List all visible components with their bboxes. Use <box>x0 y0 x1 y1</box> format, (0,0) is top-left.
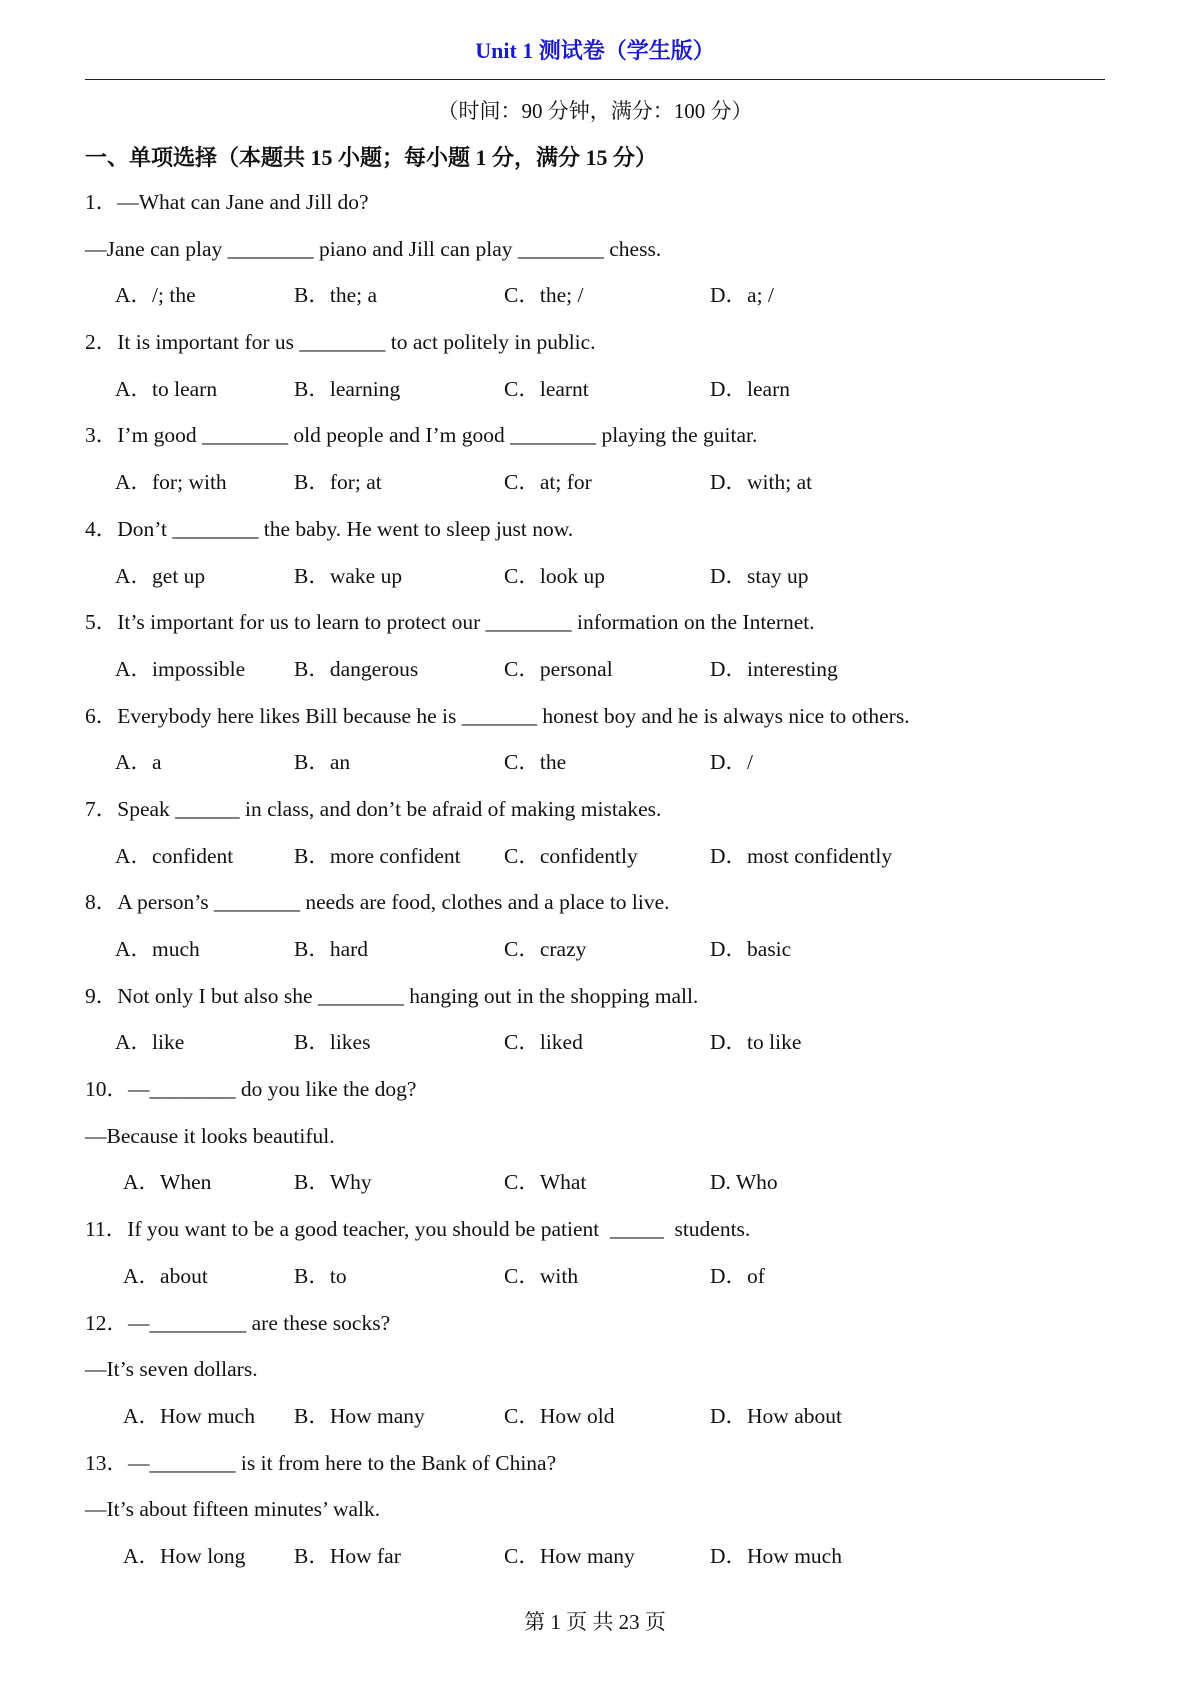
answer-option: D．interesting <box>710 656 838 681</box>
answer-options <box>85 1166 1105 1213</box>
answer-option: A．When <box>123 1170 212 1195</box>
answer-option: B．How many <box>294 1403 425 1428</box>
answer-options <box>85 1026 1105 1073</box>
answer-option: D．to like <box>710 1030 802 1055</box>
answer-option: A．about <box>123 1263 208 1288</box>
answer-options <box>85 746 1105 793</box>
header-divider <box>85 79 1105 80</box>
answer-option: A．/; the <box>115 283 196 308</box>
question-line: —Because it looks beautiful. <box>85 1123 335 1148</box>
answer-option: D．How much <box>710 1543 842 1568</box>
question-item <box>85 700 1105 793</box>
question-item <box>85 326 1105 419</box>
question-stem: 1．—What can Jane and Jill do? <box>85 190 369 214</box>
answer-option: C．personal <box>504 656 613 681</box>
answer-option: C．the <box>504 750 567 775</box>
question-list <box>85 186 1105 1587</box>
answer-option: B．How far <box>294 1543 401 1568</box>
answer-option: B．dangerous <box>294 656 419 681</box>
answer-option: B．wake up <box>294 563 403 588</box>
question-item <box>85 513 1105 606</box>
question-stem: 8．A person’s ________ needs are food, clothes and a place to live. <box>85 890 670 915</box>
question-item <box>85 1213 1105 1306</box>
answer-option: C．with <box>504 1263 579 1288</box>
question-item <box>85 1073 1105 1213</box>
exam-info: （时间：90 分钟，满分：100 分） <box>437 99 753 123</box>
answer-option: B．Why <box>294 1170 372 1195</box>
answer-option: C．learnt <box>504 376 589 401</box>
question-item <box>85 186 1105 326</box>
answer-option: B．to <box>294 1263 347 1288</box>
answer-option: D．with; at <box>710 470 813 495</box>
answer-option: D．/ <box>710 750 754 775</box>
answer-option: C．What <box>504 1170 587 1195</box>
question-stem: 6．Everybody here likes Bill because he is _______ honest boy and he is always nice to others. <box>85 703 910 728</box>
answer-options <box>85 933 1105 980</box>
answer-option: B．likes <box>294 1030 371 1055</box>
question-stem: 13．—________ is it from here to the Bank of China? <box>85 1450 557 1475</box>
answer-options <box>85 466 1105 513</box>
answer-options <box>85 279 1105 326</box>
answer-option: D．stay up <box>710 563 809 588</box>
answer-option: A．How much <box>123 1403 255 1428</box>
question-stem: 7．Speak ______ in class, and don’t be afraid of making mistakes. <box>85 796 662 821</box>
answer-option: A．get up <box>115 563 206 588</box>
question-line: —Jane can play ________ piano and Jill can play ________ chess. <box>85 236 662 261</box>
question-item <box>85 886 1105 979</box>
question-item <box>85 1447 1105 1587</box>
question-line: —It’s about fifteen minutes’ walk. <box>85 1497 381 1522</box>
answer-option: C．confidently <box>504 843 638 868</box>
answer-options <box>85 373 1105 420</box>
section-heading: 一、单项选择（本题共 15 小题；每小题 1 分，满分 15 分） <box>85 145 658 170</box>
answer-options <box>85 1540 1105 1587</box>
question-stem: 11．If you want to be a good teacher, you should be patient _____ students. <box>85 1217 751 1242</box>
answer-option: D．learn <box>710 376 790 401</box>
question-stem: 12．—_________ are these socks? <box>85 1310 391 1335</box>
answer-options <box>85 560 1105 607</box>
question-stem: 9．Not only I but also she ________ hanging out in the shopping mall. <box>85 983 699 1008</box>
answer-option: A．a <box>115 750 162 775</box>
answer-option: D．How about <box>710 1403 842 1428</box>
question-item <box>85 1307 1105 1447</box>
answer-option: C．at; for <box>504 470 592 495</box>
answer-option: C．crazy <box>504 937 587 961</box>
answer-option: D．basic <box>710 937 792 961</box>
question-item <box>85 793 1105 886</box>
answer-options <box>85 1260 1105 1307</box>
question-line: —It’s seven dollars. <box>85 1357 258 1382</box>
answer-option: A．for; with <box>115 470 227 495</box>
answer-options <box>85 840 1105 887</box>
answer-option: C．the; / <box>504 283 584 308</box>
answer-option: C．liked <box>504 1030 583 1055</box>
document-title: Unit 1 测试卷（学生版） <box>475 38 715 63</box>
answer-option: B．an <box>294 750 351 775</box>
answer-option: A．impossible <box>115 656 246 681</box>
answer-option: A．to learn <box>115 376 218 401</box>
answer-option: A．like <box>115 1030 185 1055</box>
answer-option: A．much <box>115 937 200 961</box>
question-stem: 4．Don’t ________ the baby. He went to sleep just now. <box>85 516 574 541</box>
question-stem: 2．It is important for us ________ to act politely in public. <box>85 330 596 355</box>
question-stem: 5．It’s important for us to learn to protect our ________ information on the Internet. <box>85 610 815 635</box>
answer-option: D. Who <box>710 1170 778 1195</box>
answer-options <box>85 1400 1105 1447</box>
question-stem: 10．—________ do you like the dog? <box>85 1077 417 1102</box>
answer-option: D．a; / <box>710 283 774 308</box>
question-item <box>85 606 1105 699</box>
answer-option: D．most confidently <box>710 843 893 868</box>
answer-option: A．How long <box>123 1543 246 1568</box>
answer-option: C．look up <box>504 563 605 588</box>
answer-option: A．confident <box>115 843 234 868</box>
answer-option: C．How many <box>504 1543 635 1568</box>
question-item <box>85 980 1105 1073</box>
question-item <box>85 419 1105 512</box>
answer-option: B．the; a <box>294 283 377 308</box>
question-stem: 3．I’m good ________ old people and I’m good ________ playing the guitar. <box>85 423 758 448</box>
answer-option: C．How old <box>504 1403 615 1428</box>
answer-options <box>85 653 1105 700</box>
answer-option: D．of <box>710 1263 765 1288</box>
answer-option: B．hard <box>294 937 369 961</box>
page-footer: 第 1 页 共 23 页 <box>524 1610 666 1634</box>
answer-option: B．more confident <box>294 843 461 868</box>
answer-option: B．learning <box>294 376 401 401</box>
answer-option: B．for; at <box>294 470 382 495</box>
